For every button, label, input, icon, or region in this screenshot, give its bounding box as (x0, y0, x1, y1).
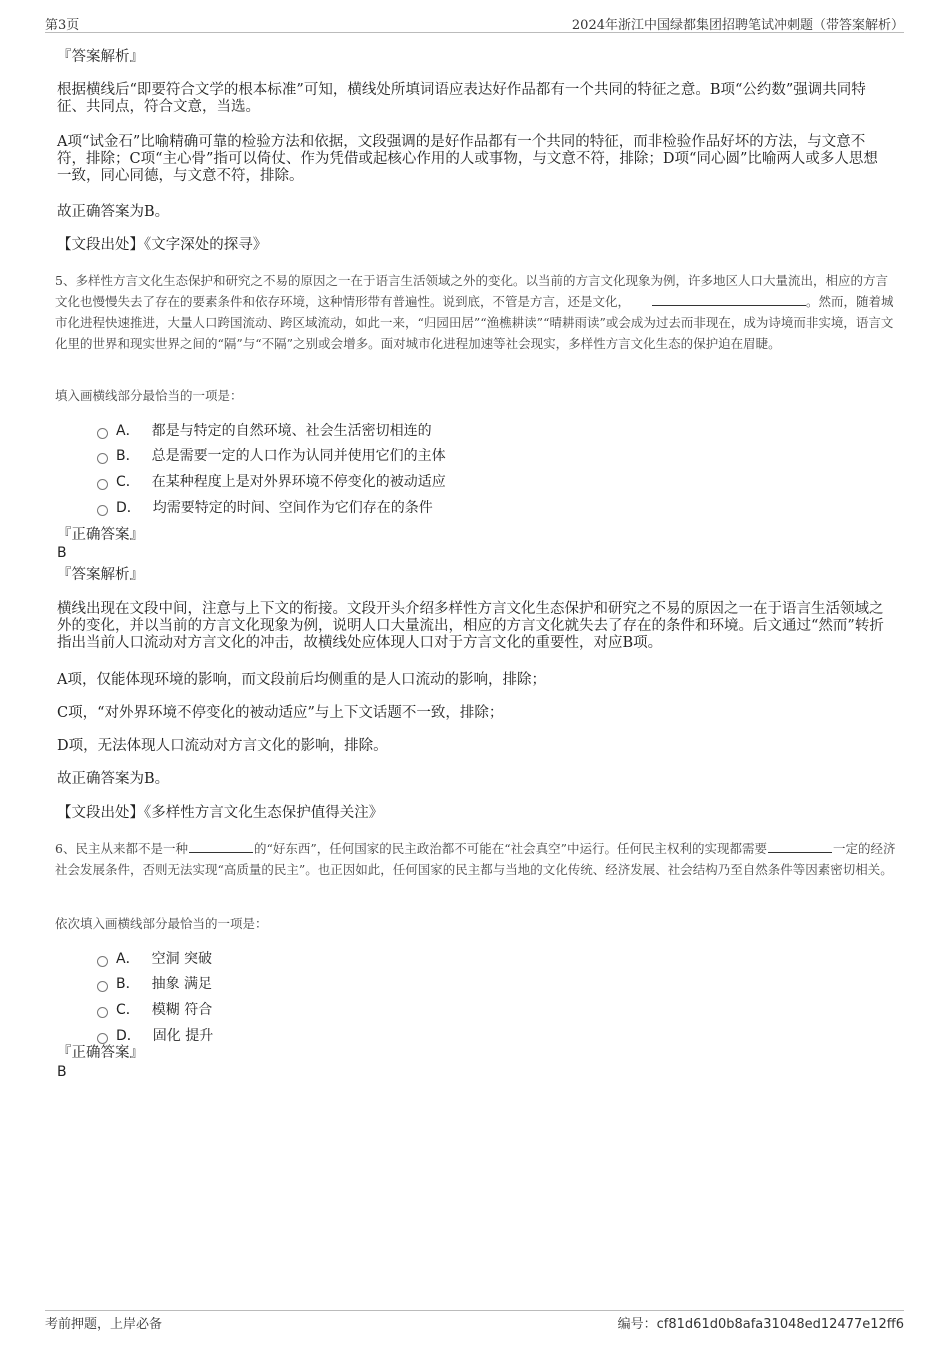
q4-analysis-p2: A项“试金石”比喻精确可靠的检验方法和依据，文段强调的是好作品都有一个共同的特征，而非检验作品好坏的方法，与文意不符，排除；C项“主心骨”指可以倚仗、作为凭借或起核心作用的人或事物，与文意不符，排除；D项“同心圆”比喻两人或多人思想一致，同心同德，与文意不符，排除。 (57, 134, 878, 184)
radio-icon[interactable] (97, 479, 108, 490)
footer-divider (45, 1310, 904, 1311)
header-divider (45, 32, 904, 33)
footer-code-value: cf81d61d0b8afa31048ed12477e12ff6 (656, 1317, 904, 1332)
footer-code (618, 1313, 904, 1332)
radio-icon[interactable] (97, 428, 108, 439)
q6-stem-part-c: 一定的经济社会发展条件，否则无法实现“高质量的民主”。也正因如此，任何国家的民主都与当地的文化传统、经济发展、社会结构乃至自然条件等因素密切相关。 (55, 841, 896, 877)
q6-correct-label: 『正确答案』 (57, 1045, 144, 1061)
q5-option-d[interactable]: D． 均需要特定的时间、空间作为它们存在的条件 (97, 498, 433, 518)
q5-blank (652, 293, 806, 306)
q5-instruction: 填入画横线部分最恰当的一项是： (55, 388, 243, 403)
radio-icon[interactable] (97, 453, 108, 464)
q5-source: 【文段出处】《多样性方言文化生态保护值得关注》 (57, 805, 384, 821)
document-title: 2024年浙江中国绿都集团招聘笔试冲刺题（带答案解析） (571, 18, 904, 33)
q5-analysis-p4: D项，无法体现人口流动对方言文化的影响，排除。 (57, 738, 388, 754)
q5-option-a[interactable]: A． 都是与特定的自然环境、社会生活密切相连的 (97, 421, 432, 441)
q5-option-b[interactable]: B． 总是需要一定的人口作为认同并使用它们的主体 (97, 446, 446, 466)
q4-source: 【文段出处】《文字深处的探寻》 (57, 237, 268, 253)
q6-option-a[interactable]: A． 空洞 突破 (97, 949, 212, 969)
q5-stem (55, 270, 898, 354)
q6-blank-1 (189, 840, 253, 853)
radio-icon[interactable] (97, 1007, 108, 1018)
q5-analysis-conclusion: 故正确答案为B。 (57, 771, 170, 787)
q6-option-c[interactable]: C． 模糊 符合 (97, 1000, 212, 1020)
radio-icon[interactable] (97, 956, 108, 967)
radio-icon[interactable] (97, 1033, 108, 1044)
q4-analysis-label: 『答案解析』 (57, 49, 144, 65)
q6-option-d[interactable]: D． 固化 提升 (97, 1026, 213, 1046)
q5-analysis-p1: 横线出现在文段中间，注意与上下文的衔接。文段开头介绍多样性方言文化生态保护和研究之不易的原因之一在于语言生活领域之外的变化，并以当前的方言文化现象为例，说明人口大量流出，相应的方言文化就失去了存在的条件和环境。后文通过“然而”转折指出当前人口流动对方言文化的冲击，故横线处应体现人口对于方言文化的重要性，对应B项。 (57, 601, 884, 651)
q5-correct-label: 『正确答案』 (57, 527, 144, 543)
footer-slogan: 考前押题，上岸必备 (45, 1317, 163, 1332)
q5-analysis-label: 『答案解析』 (57, 567, 144, 583)
radio-icon[interactable] (97, 505, 108, 516)
q6-option-b[interactable]: B． 抽象 满足 (97, 974, 212, 994)
q4-analysis-p1: 根据横线后“即要符合文学的根本标准”可知，横线处所填词语应表达好作品都有一个共同的特征之意。B项“公约数”强调共同特征、共同点，符合文意，当选。 (57, 82, 866, 115)
q6-stem-part-a: 6、民主从来都不是一种 (55, 841, 188, 856)
q4-analysis-conclusion: 故正确答案为B。 (57, 204, 170, 220)
footer-code-label: 编号： (617, 1317, 657, 1332)
q5-stem-part-a: 5、多样性方言文化生态保护和研究之不易的原因之一在于语言生活领域之外的变化。以当前的方言文化现象为例，许多地区人口大量流出，相应的方言文化也慢慢失去了存在的要素条件和依存环境，这种情形带有普遍性。说到底，不管是方言，还是文化， (55, 273, 888, 309)
radio-icon[interactable] (97, 981, 108, 992)
q6-instruction: 依次填入画横线部分最恰当的一项是： (55, 916, 268, 931)
q6-blank-2 (768, 840, 832, 853)
q6-stem-part-b: 的“好东西”，任何国家的民主政治都不可能在“社会真空”中运行。任何民主权利的实现都需要 (253, 841, 768, 856)
q5-analysis-p3: C项，“对外界环境不停变化的被动适应”与上下文话题不一致，排除； (57, 705, 504, 721)
q5-correct-answer: B (57, 545, 67, 561)
q6-correct-answer: B (57, 1064, 67, 1080)
q5-analysis-p2: A项，仅能体现环境的影响，而文段前后均侧重的是人口流动的影响，排除； (57, 672, 546, 688)
q5-option-c[interactable]: C． 在某种程度上是对外界环境不停变化的被动适应 (97, 472, 446, 492)
page-header (0, 0, 950, 34)
q6-stem (55, 838, 898, 880)
q5-stem-part-b: 。然而，随着城市化进程快速推进，大量人口跨国流动、跨区域流动，如此一来，“归园田居”“渔樵耕读”“晴耕雨读”或会成为过去而非现在，成为诗境而非实境，语言文化里的世界和现实世界之间的“隔”与“不隔”之别或会增多。面对城市化进程加速等社会现实，多样性方言文化生态的保护迫在眉睫。 (55, 294, 894, 351)
page-number: 第3页 (45, 18, 80, 33)
